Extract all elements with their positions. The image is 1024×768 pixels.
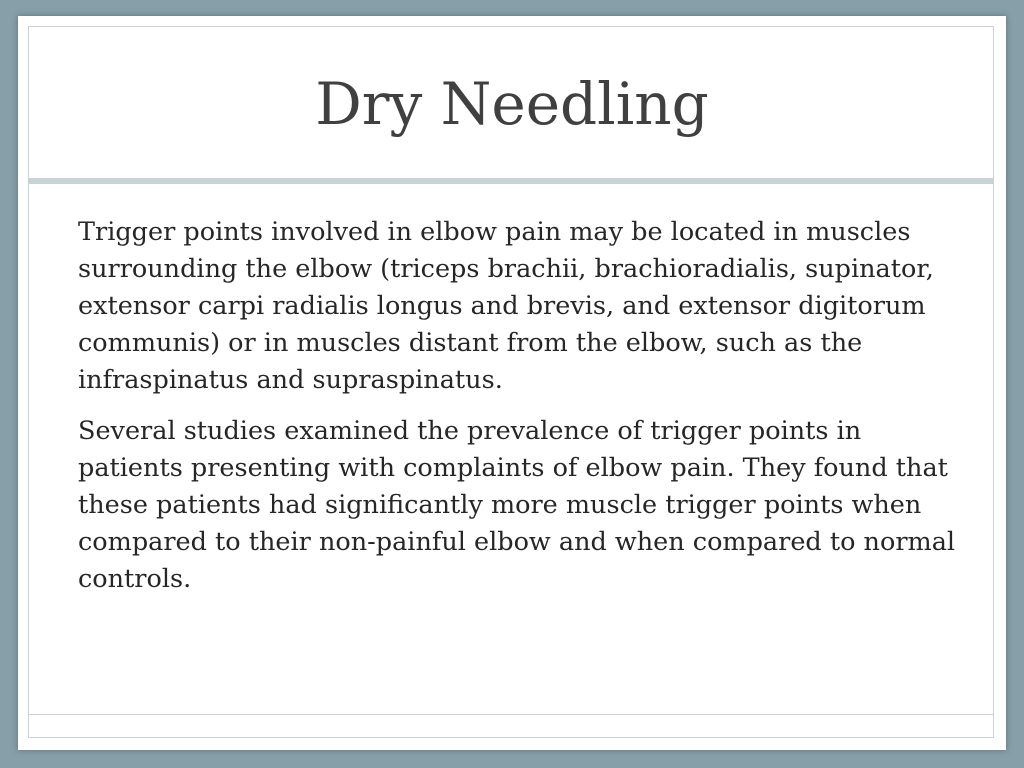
footer-divider (28, 714, 994, 715)
title-divider (28, 178, 994, 184)
slide-title: Dry Needling (315, 70, 709, 138)
body-paragraph-2: Several studies examined the prevalence of trigger points in patients presenting with complaints of elbow pain. They found that these patients had significantly more muscle trigger points when compared to their non-painful elbow and when compared to normal controls. (78, 416, 956, 594)
slide-body (78, 214, 958, 612)
body-paragraph-1: Trigger points involved in elbow pain may be located in muscles surrounding the elbow (triceps brachii, brachioradialis, supinator, extensor carpi radialis longus and brevis, and extensor digitorum communis) or in muscles distant from the elbow, such as the infraspinatus and supraspinatus. (78, 217, 934, 395)
slide (18, 16, 1006, 750)
